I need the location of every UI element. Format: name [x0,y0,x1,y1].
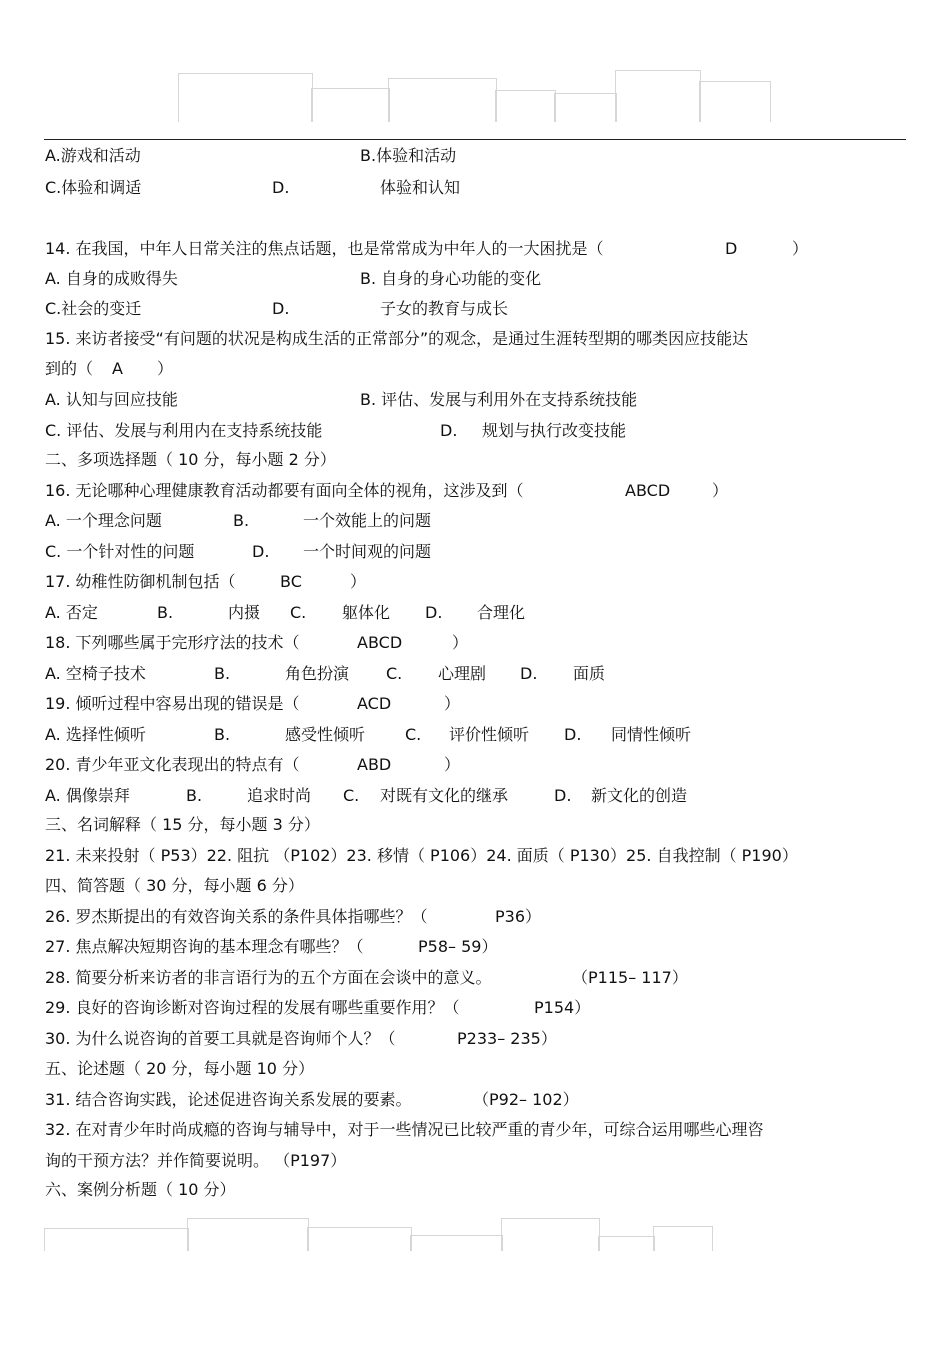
text-segment: C.体验和调适 [45,178,142,197]
text-segment: 19. 倾听过程中容易出现的错误是（ [45,694,300,713]
text-segment: A. 否定 [45,603,98,622]
text-line [0,937,950,957]
text-segment: 15. 来访者接受“有问题的状况是构成生活的正常部分”的观念，是通过生涯转型期的哪类因应技能达 [45,329,749,348]
text-segment: 面质 [573,664,606,683]
text-line [0,146,950,166]
text-segment: 六、案例分析题（ 10 分） [45,1180,236,1199]
text-segment: 内摄 [228,603,261,622]
text-segment: 一个效能上的问题 [303,511,432,530]
text-line [0,815,950,835]
text-line [0,907,950,927]
text-segment: C.社会的变迁 [45,299,142,318]
text-segment: ） [157,359,174,378]
text-line [0,390,950,410]
text-segment: 询的干预方法？并作简要说明。 （P197） [45,1151,347,1170]
text-segment: 评价性倾听 [449,725,530,744]
text-segment: ACD [357,694,392,713]
text-segment: 规划与执行改变技能 [482,421,627,440]
text-segment: B. [214,664,231,683]
header-rule [44,139,906,140]
text-segment: D. [440,421,458,440]
text-segment: C. 一个针对性的问题 [45,542,195,561]
text-segment: 感受性倾听 [285,725,366,744]
text-segment: B. [157,603,174,622]
text-segment: C. [405,725,422,744]
text-line [0,359,950,379]
text-segment: 子女的教育与成长 [380,299,509,318]
text-segment: BC [280,572,302,591]
text-line [0,694,950,714]
text-segment: D. [425,603,443,622]
text-segment: B. 评估、发展与利用外在支持系统技能 [360,390,638,409]
header-decoration-box [388,78,497,122]
header-decoration-box [178,73,313,122]
text-segment: 21. 未来投射（ P53）22. 阻抗 （P102）23. 移情（ P106）24. 面质（ P130）25. 自我控制（ P190） [45,846,798,865]
text-segment: 29. 良好的咨询诊断对咨询过程的发展有哪些重要作用？（ [45,998,460,1017]
header-decoration-box [699,81,771,122]
text-segment: ） [792,239,809,258]
text-segment: P58– 59） [418,937,498,956]
text-segment: 五、论述题（ 20 分，每小题 10 分） [45,1059,315,1078]
header-decoration-box [554,93,617,122]
text-segment: D. [252,542,270,561]
text-segment: 26. 罗杰斯提出的有效咨询关系的条件具体指哪些？（ [45,907,428,926]
text-line [0,329,950,349]
text-line [0,998,950,1018]
text-segment: D. [520,664,538,683]
text-line [0,481,950,501]
text-segment: B. [233,511,250,530]
text-segment: 28. 简要分析来访者的非言语行为的五个方面在会谈中的意义。 [45,968,492,987]
text-line [0,846,950,866]
text-segment: ABCD [357,633,403,652]
text-segment: C. [386,664,403,683]
text-segment: 体验和认知 [380,178,461,197]
header-decoration-box [311,88,390,122]
text-line [0,269,950,289]
text-segment: C. [343,786,360,805]
text-line [0,725,950,745]
text-segment: （P115– 117） [572,968,688,987]
text-segment: 31. 结合咨询实践，论述促进咨询关系发展的要素。 [45,1090,412,1109]
text-segment: 16. 无论哪种心理健康教育活动都要有面向全体的视角，这涉及到（ [45,481,524,500]
text-segment: A.游戏和活动 [45,146,141,165]
text-segment: D [725,239,738,258]
footer-decoration-box [307,1227,412,1251]
text-segment: 躯体化 [342,603,391,622]
footer-decoration-box [187,1218,309,1251]
text-segment: 角色扮演 [285,664,350,683]
text-line [0,299,950,319]
text-segment: 同情性倾听 [611,725,692,744]
footer-decoration-box [598,1236,655,1251]
text-segment: A. 认知与回应技能 [45,390,178,409]
text-segment: A. 空椅子技术 [45,664,146,683]
text-line [0,450,950,470]
text-segment: 30. 为什么说咨询的首要工具就是咨询师个人？（ [45,1029,396,1048]
text-segment: 四、简答题（ 30 分，每小题 6 分） [45,876,304,895]
text-segment: ABCD [625,481,671,500]
text-segment: B. [214,725,231,744]
text-line [0,633,950,653]
text-line [0,542,950,562]
footer-decoration-box [653,1226,713,1251]
text-line [0,876,950,896]
text-segment: （P92– 102） [473,1090,579,1109]
text-line [0,511,950,531]
text-segment: B. [186,786,203,805]
text-segment: A. 偶像崇拜 [45,786,130,805]
text-segment: 二、多项选择题（ 10 分，每小题 2 分） [45,450,336,469]
text-segment: 18. 下列哪些属于完形疗法的技术（ [45,633,300,652]
text-segment: D. [564,725,582,744]
text-line [0,178,950,198]
text-segment: 追求时尚 [247,786,312,805]
text-segment: 到的（ [45,359,94,378]
text-segment: A [112,359,123,378]
text-line [0,786,950,806]
text-segment: B. 自身的身心功能的变化 [360,269,542,288]
text-line [0,1151,950,1171]
header-decoration-box [615,70,701,122]
text-segment: ） [444,694,461,713]
text-segment: 对既有文化的继承 [380,786,509,805]
text-segment: C. [290,603,307,622]
text-line [0,421,950,441]
text-segment: C. 评估、发展与利用内在支持系统技能 [45,421,323,440]
text-segment: P36） [495,907,542,926]
text-line [0,1059,950,1079]
text-segment: 合理化 [477,603,526,622]
text-segment: 心理剧 [438,664,487,683]
text-line [0,603,950,623]
text-segment: P154） [534,998,591,1017]
text-segment: A. 自身的成败得失 [45,269,178,288]
text-segment: B.体验和活动 [360,146,457,165]
text-segment: ） [452,633,469,652]
text-segment: ） [444,755,461,774]
footer-decoration-box [44,1228,189,1251]
text-line [0,572,950,592]
text-segment: 三、名词解释（ 15 分，每小题 3 分） [45,815,320,834]
text-line [0,1180,950,1200]
text-segment: 27. 焦点解决短期咨询的基本理念有哪些？（ [45,937,364,956]
text-segment: D. [272,299,290,318]
text-segment: A. 选择性倾听 [45,725,146,744]
text-line [0,664,950,684]
text-segment: D. [272,178,290,197]
text-line [0,1090,950,1110]
text-segment: 14. 在我国，中年人日常关注的焦点话题，也是常常成为中年人的一大困扰是（ [45,239,604,258]
text-segment: 20. 青少年亚文化表现出的特点有（ [45,755,300,774]
text-segment: 32. 在对青少年时尚成瘾的咨询与辅导中，对于一些情况已比较严重的青少年，可综合运用哪些心理咨 [45,1120,764,1139]
text-segment: ABD [357,755,392,774]
text-line [0,968,950,988]
text-segment: ） [712,481,729,500]
header-decoration-box [495,90,556,122]
text-segment: P233– 235） [457,1029,557,1048]
text-line [0,239,950,259]
footer-decoration-box [410,1235,503,1251]
footer-decoration-box [501,1218,600,1251]
text-segment: 一个时间观的问题 [303,542,432,561]
text-segment: 17. 幼稚性防御机制包括（ [45,572,236,591]
text-line [0,1029,950,1049]
text-segment: 新文化的创造 [591,786,688,805]
text-line [0,755,950,775]
text-segment: D. [554,786,572,805]
text-segment: ） [350,572,367,591]
text-segment: A. 一个理念问题 [45,511,162,530]
text-line [0,1120,950,1140]
